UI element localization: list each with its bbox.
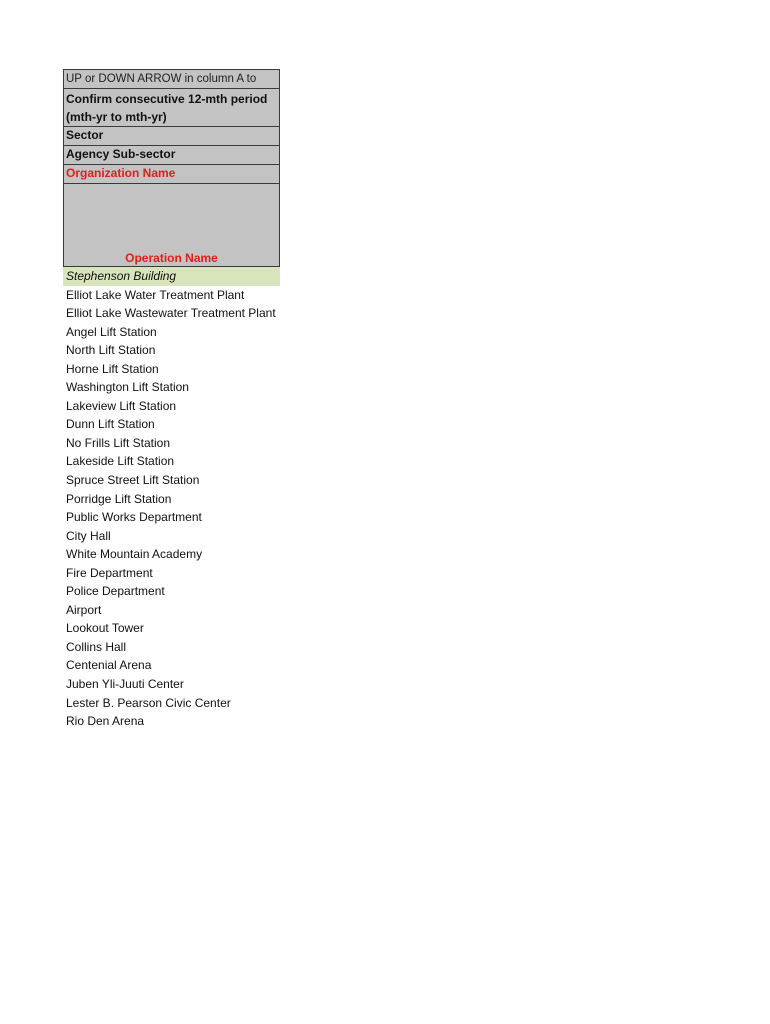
navigation-hint-cell[interactable]: UP or DOWN ARROW in column A to <box>63 69 280 89</box>
operation-row[interactable]: Collins Hall <box>66 639 127 654</box>
agency-subsector-cell[interactable]: Agency Sub-sector <box>63 146 280 165</box>
reporting-period-cell[interactable]: Confirm consecutive 12-mth period (mth-yr to mth-yr) <box>63 89 280 127</box>
operation-row[interactable]: Angel Lift Station <box>66 324 157 339</box>
operation-row[interactable]: No Frills Lift Station <box>66 435 171 450</box>
operation-row[interactable]: Lakeside Lift Station <box>66 454 175 469</box>
operation-list <box>63 267 280 731</box>
operation-row[interactable]: Elliot Lake Water Treatment Plant <box>66 287 245 302</box>
spreadsheet-column <box>63 69 280 731</box>
sector-cell[interactable]: Sector <box>63 127 280 146</box>
operation-name-header-cell[interactable] <box>63 184 280 267</box>
operation-row[interactable]: Fire Department <box>66 565 153 580</box>
operation-row[interactable]: Lookout Tower <box>66 621 144 636</box>
operation-row[interactable]: Elliot Lake Wastewater Treatment Plant <box>66 306 276 321</box>
operation-row[interactable]: Lester B. Pearson Civic Center <box>66 695 231 710</box>
operation-row[interactable]: Juben Yli-Juuti Center <box>66 677 184 692</box>
operation-row[interactable]: Police Department <box>66 584 165 599</box>
operation-row[interactable]: Stephenson Building <box>63 267 280 286</box>
operation-row[interactable]: North Lift Station <box>66 343 156 358</box>
operation-row[interactable]: Lakeview Lift Station <box>66 398 177 413</box>
operation-row[interactable]: Public Works Department <box>66 510 202 525</box>
operation-row[interactable]: Horne Lift Station <box>66 361 159 376</box>
organization-name-cell[interactable]: Organization Name <box>63 165 280 184</box>
operation-row[interactable]: White Mountain Academy <box>66 547 203 562</box>
operation-row[interactable]: Porridge Lift Station <box>66 491 172 506</box>
operation-row[interactable]: City Hall <box>66 528 111 543</box>
operation-row[interactable]: Washington Lift Station <box>66 380 189 395</box>
operation-name-label: Operation Name <box>125 251 218 265</box>
operation-row[interactable]: Dunn Lift Station <box>66 417 155 432</box>
operation-row[interactable]: Rio Den Arena <box>66 714 145 729</box>
operation-row[interactable]: Centenial Arena <box>66 658 152 673</box>
operation-row[interactable]: Spruce Street Lift Station <box>66 473 200 488</box>
operation-row[interactable]: Airport <box>66 602 102 617</box>
